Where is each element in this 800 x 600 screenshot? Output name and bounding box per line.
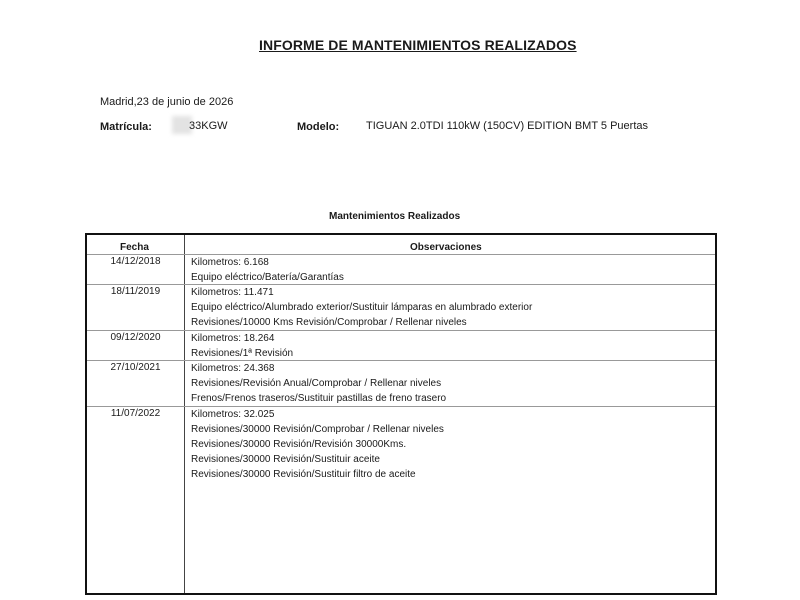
row-observations <box>191 361 446 406</box>
observation-line: Revisiones/30000 Revisión/Sustituir aceite <box>191 454 380 465</box>
observation-line: Equipo eléctrico/Alumbrado exterior/Sustituir lámparas en alumbrado exterior <box>191 302 533 313</box>
observation-line: Revisiones/10000 Kms Revisión/Comprobar / Rellenar niveles <box>191 317 467 328</box>
header-fecha: Fecha <box>120 242 149 253</box>
observation-line: Revisiones/30000 Revisión/Sustituir filtro de aceite <box>191 469 416 480</box>
row-date: 27/10/2021 <box>110 362 161 373</box>
observation-line: Kilometros: 11.471 <box>191 287 274 298</box>
row-divider <box>87 330 715 331</box>
matricula-label: Matrícula: <box>100 121 152 133</box>
row-date: 11/07/2022 <box>110 408 161 419</box>
row-date: 14/12/2018 <box>110 256 161 267</box>
page-title: INFORME DE MANTENIMIENTOS REALIZADOS <box>259 37 577 53</box>
observation-line: Revisiones/30000 Revisión/Comprobar / Rellenar niveles <box>191 424 444 435</box>
row-date: 18/11/2019 <box>110 286 161 297</box>
observation-line: Frenos/Frenos traseros/Sustituir pastillas de freno trasero <box>191 393 447 404</box>
row-observations <box>191 331 293 361</box>
modelo-value: TIGUAN 2.0TDI 110kW (150CV) EDITION BMT 5 Puertas <box>366 120 648 132</box>
observation-line: Kilometros: 24.368 <box>191 363 275 374</box>
observation-line: Revisiones/30000 Revisión/Revisión 30000Kms. <box>191 439 407 450</box>
row-date: 09/12/2020 <box>110 332 161 343</box>
observation-line: Revisiones/1ª Revisión <box>191 348 294 359</box>
row-observations <box>191 285 532 330</box>
header-observaciones: Observaciones <box>410 242 482 253</box>
maintenance-table <box>85 233 717 595</box>
row-observations <box>191 407 444 482</box>
table-title: Mantenimientos Realizados <box>329 211 461 222</box>
place-date: Madrid,23 de junio de 2026 <box>100 96 234 108</box>
row-observations <box>191 255 344 285</box>
header-divider <box>87 254 715 255</box>
observation-line: Kilometros: 18.264 <box>191 333 275 344</box>
column-separator <box>184 235 185 593</box>
observation-line: Revisiones/Revisión Anual/Comprobar / Rellenar niveles <box>191 378 442 389</box>
observation-line: Kilometros: 6.168 <box>191 257 269 268</box>
matricula-value: 33KGW <box>189 120 228 132</box>
observation-line: Kilometros: 32.025 <box>191 409 275 420</box>
modelo-label: Modelo: <box>297 121 340 133</box>
observation-line: Equipo eléctrico/Batería/Garantías <box>191 272 344 283</box>
